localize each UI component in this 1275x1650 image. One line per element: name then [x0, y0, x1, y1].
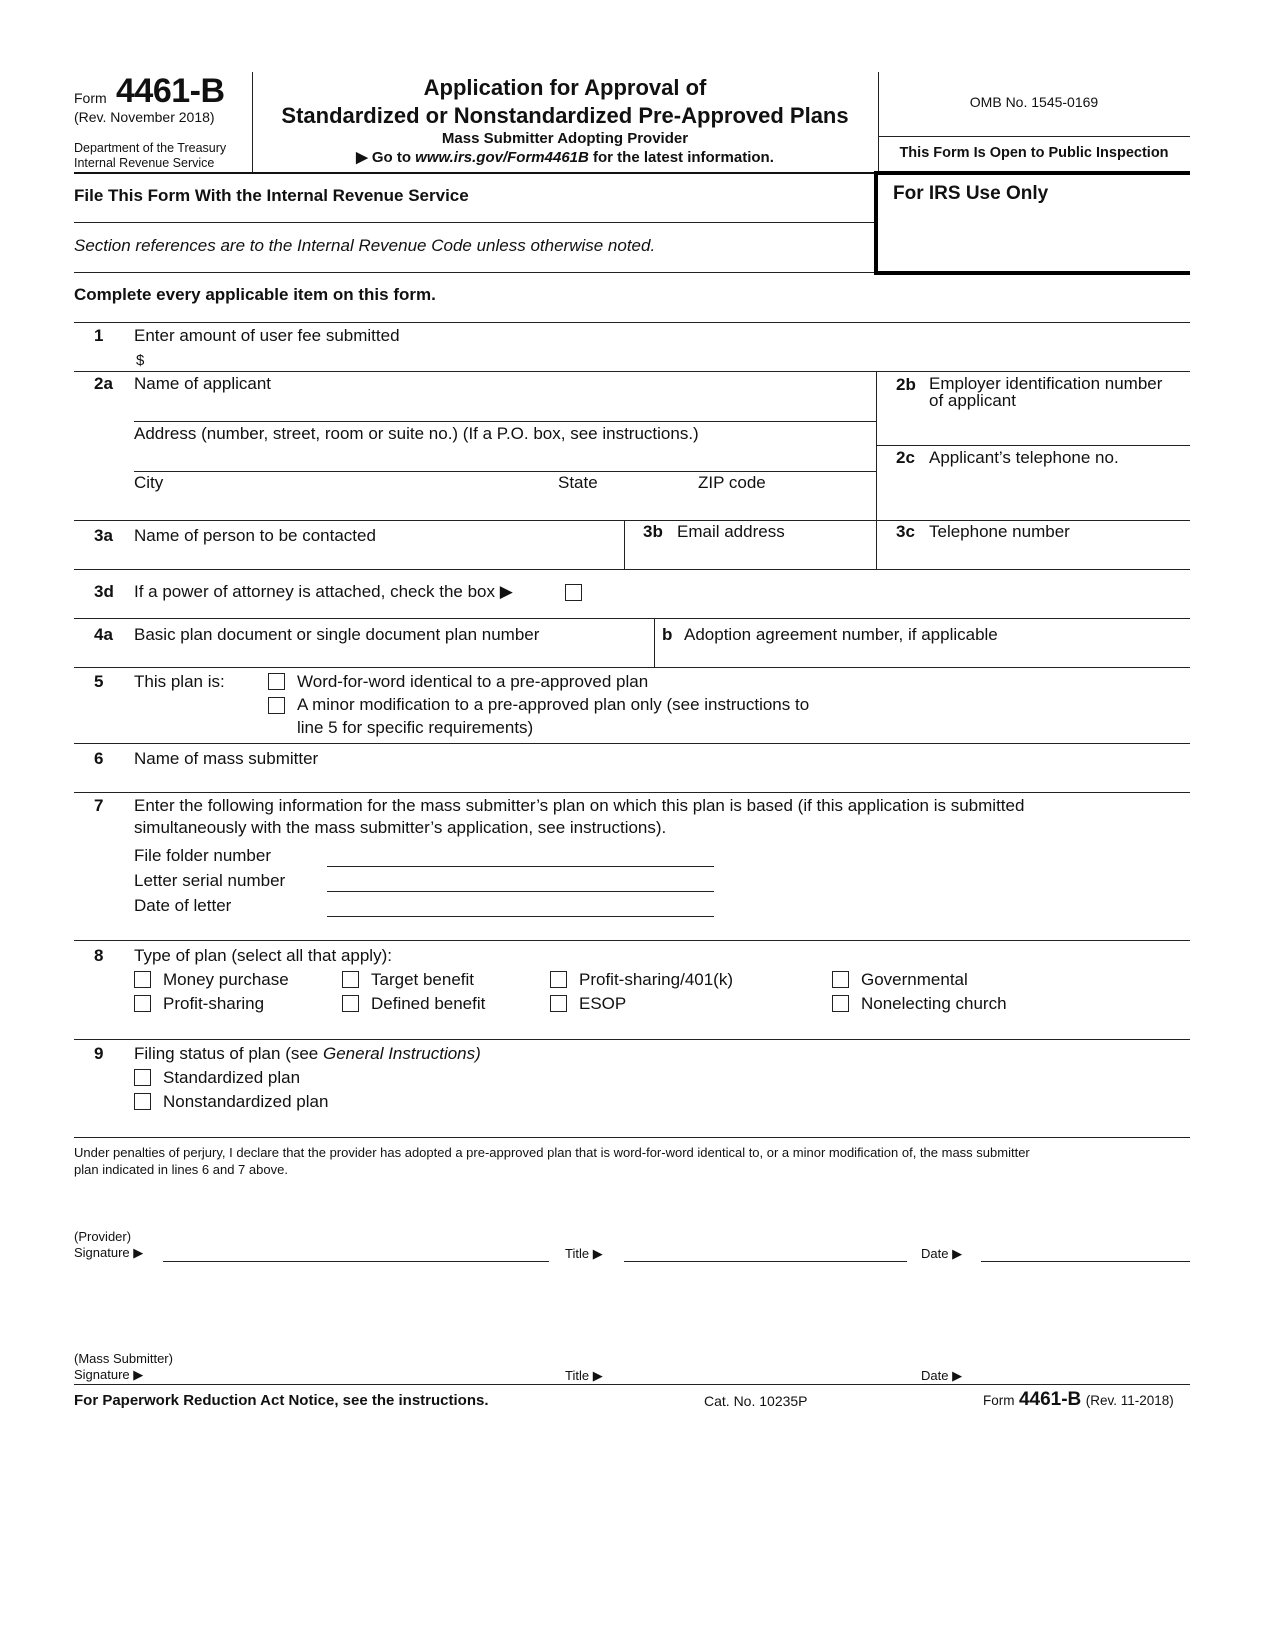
ein-label-line1: Employer identification number	[929, 374, 1163, 393]
target-benefit-label: Target benefit	[371, 970, 475, 989]
profit-sharing-checkbox[interactable]	[134, 995, 151, 1012]
arrow-right-icon: ▶	[356, 149, 368, 166]
footer-form-number: 4461-B	[1018, 1389, 1082, 1410]
mass-submitter-date-label: Date ▶	[921, 1368, 963, 1383]
state-label: State	[558, 473, 598, 492]
perjury-statement: Under penalties of perjury, I declare that the provider has adopted a pre-approved plan that is word-for-word identical to, or a minor modification of, the mass submitter	[74, 1145, 1030, 1160]
word-for-word-checkbox[interactable]	[268, 673, 285, 690]
dollar-sign: $	[136, 352, 145, 369]
omb-number: OMB No. 1545-0169	[969, 94, 1099, 110]
nonstandardized-plan-label: Nonstandardized plan	[163, 1092, 329, 1111]
form-title-line2: Standardized or Nonstandardized Pre-Approved Plans	[281, 103, 849, 128]
agency-line: Internal Revenue Service	[74, 156, 215, 170]
date-of-letter-field[interactable]	[327, 916, 714, 917]
goto-prefix: Go to	[371, 149, 411, 166]
letter-serial-number-label: Letter serial number	[134, 871, 286, 890]
profit-sharing-401k-label: Profit-sharing/401(k)	[579, 970, 734, 989]
public-inspection-notice: This Form Is Open to Public Inspection	[899, 145, 1169, 161]
nonstandardized-plan-checkbox[interactable]	[134, 1093, 151, 1110]
date-of-letter-label: Date of letter	[134, 896, 232, 915]
line-1-number: 1	[94, 326, 104, 345]
line-6-number: 6	[94, 749, 104, 768]
address-label: Address (number, street, room or suite no.) (If a P.O. box, see instructions.)	[134, 424, 699, 443]
minor-modification-label-cont: line 5 for specific requirements)	[297, 718, 534, 737]
applicant-phone-label: Applicant’s telephone no.	[929, 448, 1119, 467]
perjury-statement-cont: plan indicated in lines 6 and 7 above.	[74, 1162, 288, 1177]
provider-signature-label: Signature ▶	[74, 1245, 144, 1260]
footer-revision: (Rev. 11-2018)	[1085, 1393, 1174, 1408]
line-7-text: Enter the following information for the mass submitter’s plan on which this plan is based (if this application is submitted	[134, 796, 1025, 815]
letter-serial-number-field[interactable]	[327, 891, 714, 892]
provider-label: (Provider)	[74, 1229, 132, 1244]
money-purchase-checkbox[interactable]	[134, 971, 151, 988]
standardized-plan-checkbox[interactable]	[134, 1069, 151, 1086]
provider-title-label: Title ▶	[565, 1246, 603, 1261]
provider-signature-field[interactable]	[163, 1261, 549, 1262]
department-line: Department of the Treasury	[74, 141, 227, 155]
city-label: City	[134, 473, 164, 492]
standardized-plan-label: Standardized plan	[163, 1068, 301, 1087]
line-4a-number: 4a	[94, 625, 113, 644]
form-title-line1: Application for Approval of	[423, 75, 707, 100]
section-references: Section references are to the Internal Revenue Code unless otherwise noted.	[74, 236, 656, 255]
profit-sharing-401k-checkbox[interactable]	[550, 971, 567, 988]
mass-submitter-name-label: Name of mass submitter	[134, 749, 319, 768]
power-of-attorney-label: If a power of attorney is attached, check the box ▶	[134, 582, 513, 601]
money-purchase-label: Money purchase	[163, 970, 289, 989]
line-3a-number: 3a	[94, 526, 113, 545]
file-folder-number-label: File folder number	[134, 846, 272, 865]
filing-status-label: Filing status of plan (see	[134, 1044, 319, 1063]
governmental-label: Governmental	[861, 970, 968, 989]
minor-modification-checkbox[interactable]	[268, 697, 285, 714]
goto-instructions	[252, 148, 878, 168]
plan-document-number-label: Basic plan document or single document plan number	[134, 625, 540, 644]
provider-date-label: Date ▶	[921, 1246, 963, 1261]
mass-submitter-label: (Mass Submitter)	[74, 1351, 173, 1366]
file-folder-number-field[interactable]	[327, 866, 714, 867]
ein-label-line2: of applicant	[929, 391, 1016, 410]
target-benefit-checkbox[interactable]	[342, 971, 359, 988]
goto-suffix: for the latest information.	[593, 149, 774, 166]
goto-url[interactable]: www.irs.gov/Form4461B	[415, 149, 589, 166]
line-7-text-cont: simultaneously with the mass submitter’s application, see instructions).	[134, 818, 667, 837]
applicant-name-label: Name of applicant	[134, 374, 272, 393]
line-3c-number: 3c	[896, 522, 915, 541]
mass-submitter-title-label: Title ▶	[565, 1368, 603, 1383]
nonelecting-church-checkbox[interactable]	[832, 995, 849, 1012]
line-2a-number: 2a	[94, 374, 113, 393]
general-instructions-ref: General Instructions)	[323, 1044, 481, 1063]
word-for-word-label: Word-for-word identical to a pre-approved plan	[297, 672, 649, 691]
minor-modification-label: A minor modification to a pre-approved plan only (see instructions to	[297, 695, 810, 714]
profit-sharing-label: Profit-sharing	[163, 994, 265, 1013]
zip-code-label: ZIP code	[698, 473, 766, 492]
form-subtitle: Mass Submitter Adopting Provider	[441, 130, 689, 147]
form-word: Form	[74, 90, 107, 106]
form-revision: (Rev. November 2018)	[74, 109, 215, 125]
line-2c-number: 2c	[896, 448, 915, 467]
line-5-number: 5	[94, 672, 104, 691]
line-3b-number: 3b	[643, 522, 663, 541]
line-8-number: 8	[94, 946, 104, 965]
line-7-number: 7	[94, 796, 104, 815]
line-3d-number: 3d	[94, 582, 114, 601]
catalog-number: Cat. No. 10235P	[704, 1393, 808, 1409]
irs-use-only: For IRS Use Only	[893, 183, 1049, 204]
complete-every-item: Complete every applicable item on this form.	[74, 285, 436, 304]
governmental-checkbox[interactable]	[832, 971, 849, 988]
esop-label: ESOP	[579, 994, 627, 1013]
file-with-irs: File This Form With the Internal Revenue Service	[74, 186, 469, 205]
form-number: 4461-B	[116, 72, 225, 110]
email-label: Email address	[677, 522, 785, 541]
paperwork-notice: For Paperwork Reduction Act Notice, see the instructions.	[74, 1392, 489, 1409]
nonelecting-church-label: Nonelecting church	[861, 994, 1007, 1013]
line-4b-letter: b	[662, 625, 673, 644]
line-9-number: 9	[94, 1044, 104, 1063]
telephone-label: Telephone number	[929, 522, 1070, 541]
defined-benefit-checkbox[interactable]	[342, 995, 359, 1012]
this-plan-is-label: This plan is:	[134, 672, 225, 691]
defined-benefit-label: Defined benefit	[371, 994, 486, 1013]
provider-date-field[interactable]	[981, 1261, 1190, 1262]
contact-person-label: Name of person to be contacted	[134, 526, 376, 545]
line-2b-number: 2b	[896, 375, 916, 394]
esop-checkbox[interactable]	[550, 995, 567, 1012]
provider-title-field[interactable]	[624, 1261, 907, 1262]
line-1-label: Enter amount of user fee submitted	[134, 326, 400, 345]
footer-form-word: Form	[983, 1393, 1015, 1408]
type-of-plan-label: Type of plan (select all that apply):	[134, 946, 392, 965]
adoption-agreement-label: Adoption agreement number, if applicable	[684, 625, 998, 644]
mass-submitter-signature-label: Signature ▶	[74, 1367, 144, 1382]
power-of-attorney-checkbox[interactable]	[565, 584, 582, 601]
